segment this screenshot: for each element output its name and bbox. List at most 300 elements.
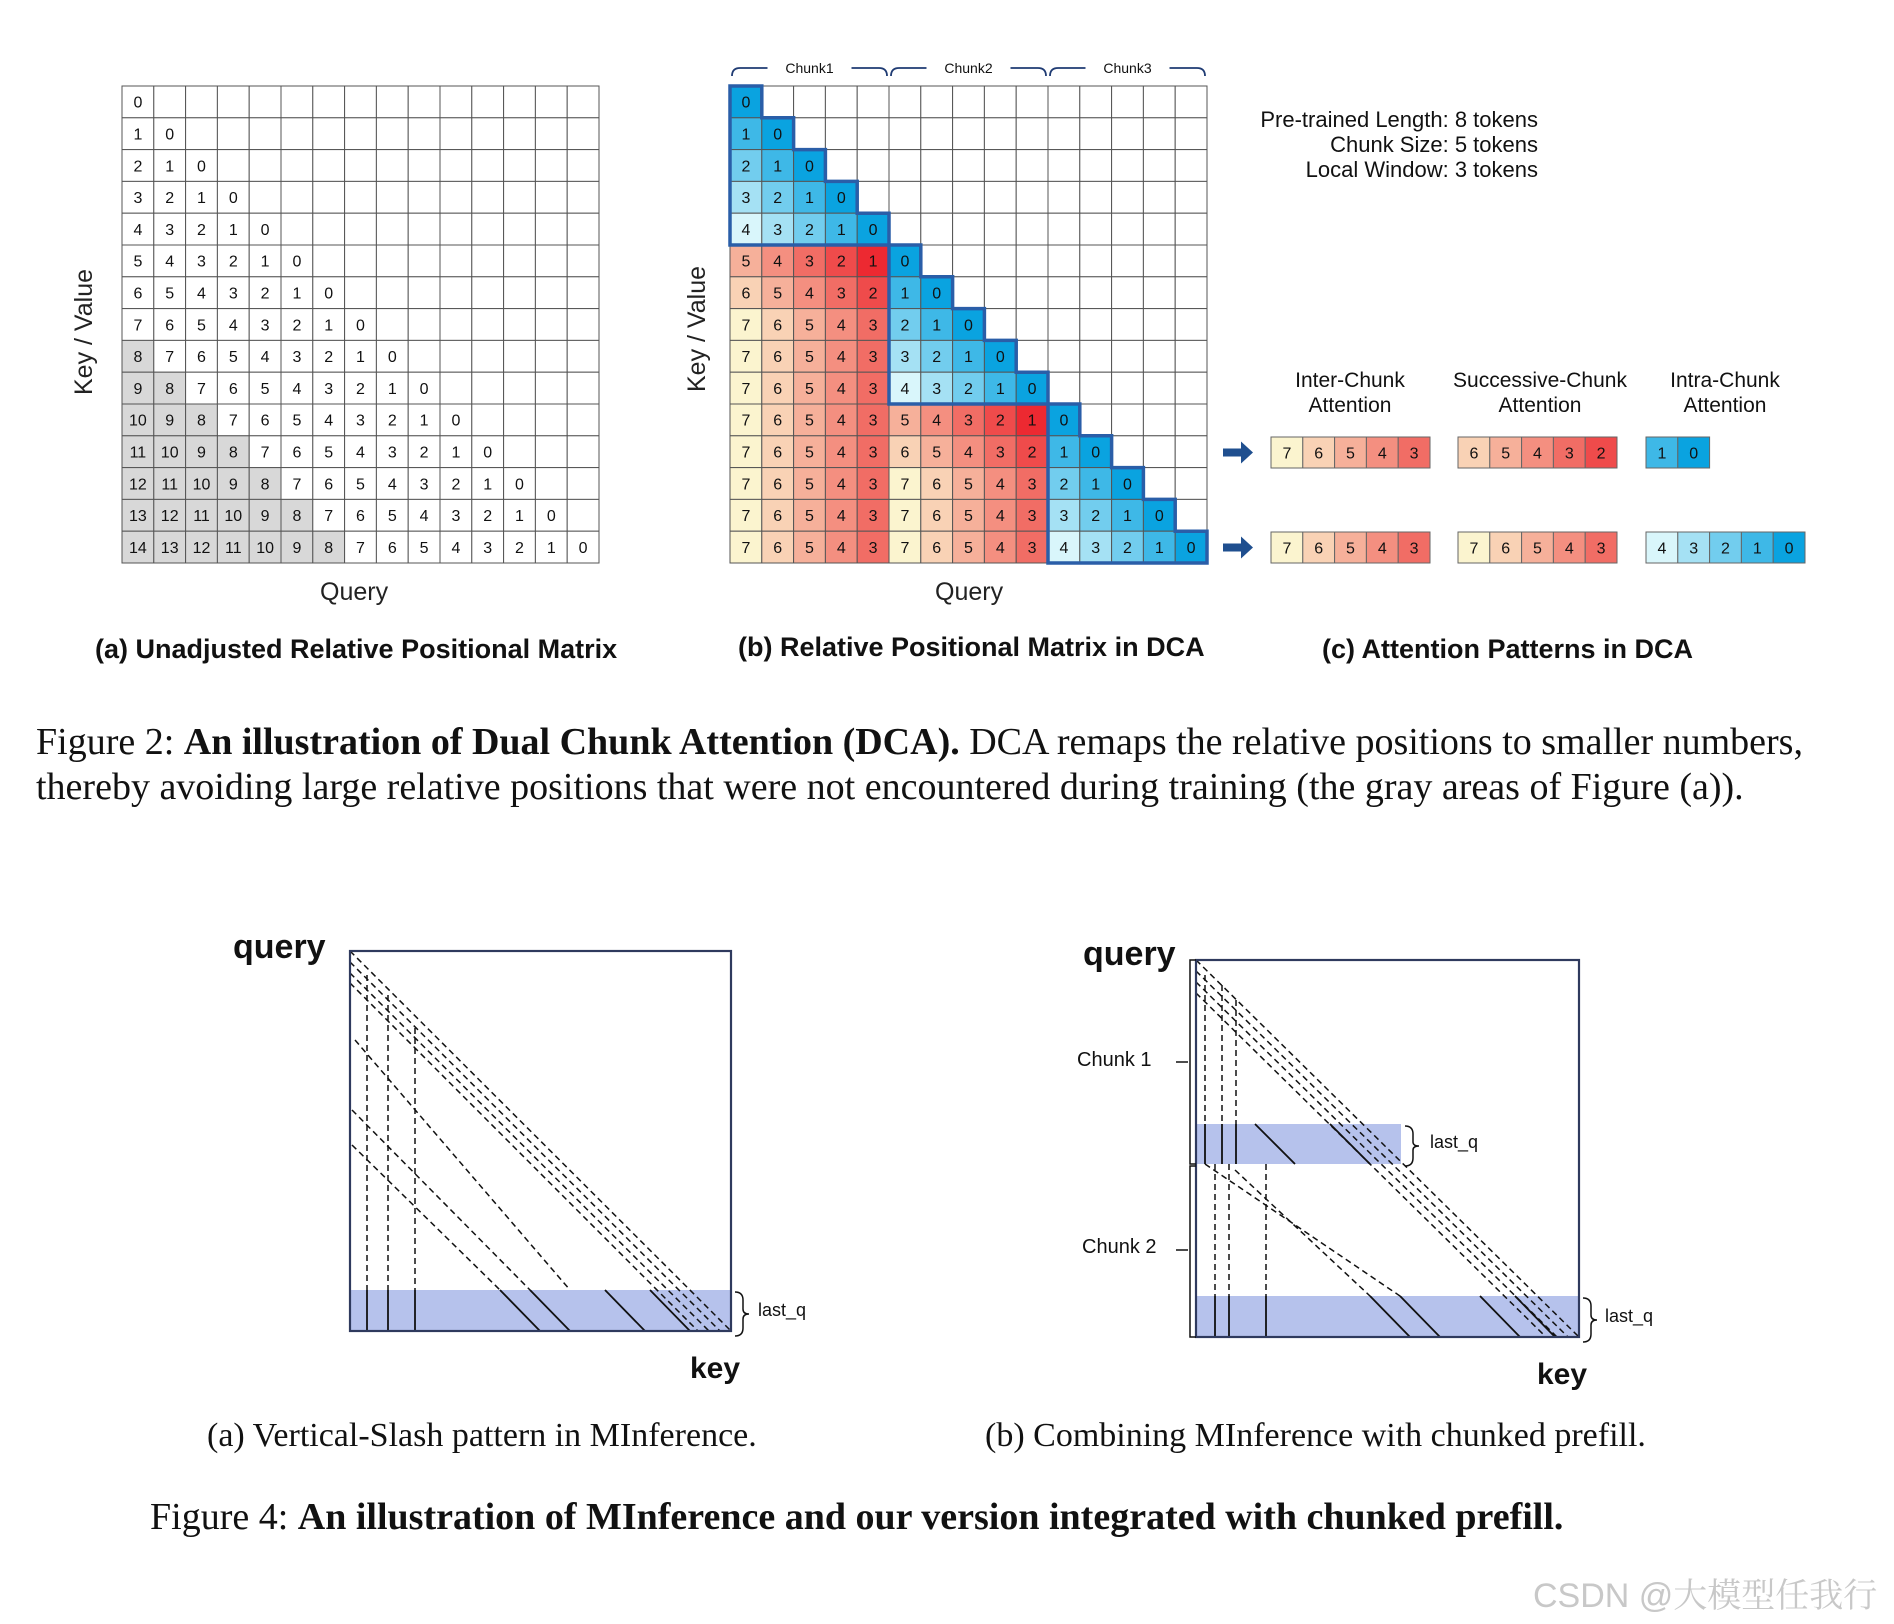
cell-value: 2 xyxy=(1721,540,1730,558)
chunk1-label: Chunk 1 xyxy=(1077,1049,1152,1071)
cell-value: 5 xyxy=(133,253,143,271)
chunk-label: Chunk1 xyxy=(785,60,834,76)
cell-value: 3 xyxy=(868,412,878,430)
cell-value: 4 xyxy=(133,221,143,239)
cell-value: 6 xyxy=(1314,540,1324,558)
cell-value: 0 xyxy=(900,253,910,271)
cell-value: 4 xyxy=(900,380,910,398)
matrix-cell xyxy=(408,309,440,341)
matrix-cell xyxy=(440,181,472,213)
cell-value: 0 xyxy=(741,94,751,112)
matrix-b-xlabel: Query xyxy=(935,578,1004,606)
cell-value: 0 xyxy=(578,539,588,557)
cell-value: 5 xyxy=(805,508,814,526)
cell-value: 3 xyxy=(1409,540,1419,558)
cell-value: 4 xyxy=(995,476,1005,494)
cell-value: 8 xyxy=(324,539,334,557)
cell-value: 12 xyxy=(192,539,211,557)
cell-value: 1 xyxy=(1123,508,1132,526)
cell-value: 7 xyxy=(133,317,143,335)
cell-value: 1 xyxy=(1154,539,1164,557)
cell-value: 0 xyxy=(932,285,942,303)
cell-value: 5 xyxy=(805,380,814,398)
cell-value: 7 xyxy=(260,444,270,462)
cell-value: 2 xyxy=(515,539,524,557)
matrix-cell xyxy=(281,213,313,245)
cell-value: 4 xyxy=(1564,540,1574,558)
watermark: CSDN @大模型任我行 xyxy=(1533,1577,1878,1615)
matrix-cell xyxy=(440,86,472,118)
matrix-cell xyxy=(345,245,377,277)
last-q-label-b2: last_q xyxy=(1605,1306,1654,1326)
cell-value: 6 xyxy=(1501,540,1511,558)
cell-value: 6 xyxy=(1314,445,1324,463)
cell-value: 11 xyxy=(129,444,147,462)
matrix-cell xyxy=(440,340,472,372)
dca-cell xyxy=(1175,118,1207,150)
local-window: Local Window: 3 tokens xyxy=(1305,157,1538,182)
dca-cell xyxy=(1112,213,1144,245)
matrix-cell xyxy=(472,372,504,404)
cell-value: 9 xyxy=(165,412,175,430)
cell-value: 0 xyxy=(868,221,878,239)
matrix-cell xyxy=(504,86,536,118)
dca-cell xyxy=(1143,213,1175,245)
matrix-cell xyxy=(408,118,440,150)
figure2-caption xyxy=(36,720,1876,810)
cell-value: 3 xyxy=(1409,445,1419,463)
dca-cell xyxy=(1080,277,1112,309)
dca-cell xyxy=(825,150,857,182)
cell-value: 0 xyxy=(483,444,493,462)
dca-cell xyxy=(1048,181,1080,213)
dca-cell xyxy=(953,86,985,118)
cell-value: 11 xyxy=(161,476,179,494)
dca-cell xyxy=(1143,118,1175,150)
matrix-cell xyxy=(154,86,186,118)
cell-value: 4 xyxy=(836,444,846,462)
cell-value: 2 xyxy=(1091,508,1101,526)
matrix-cell xyxy=(376,150,408,182)
cell-value: 2 xyxy=(836,253,846,271)
dca-cell xyxy=(1080,404,1112,436)
cell-value: 5 xyxy=(1346,445,1355,463)
dca-cell xyxy=(921,245,953,277)
cell-value: 9 xyxy=(133,380,143,398)
cell-value: 4 xyxy=(356,444,365,462)
cell-value: 8 xyxy=(228,444,238,462)
matrix-b-ylabel: Key / Value xyxy=(683,265,711,392)
cell-value: 1 xyxy=(868,253,878,271)
dca-cell xyxy=(984,118,1016,150)
cell-value: 6 xyxy=(1469,445,1479,463)
inter-chunk-title-line2: Attention xyxy=(1308,394,1392,417)
dca-cell xyxy=(1175,436,1207,468)
cell-value: 4 xyxy=(995,508,1005,526)
cell-value: 1 xyxy=(964,349,973,367)
matrix-cell xyxy=(567,86,599,118)
matrix-cell xyxy=(440,150,472,182)
cell-value: 4 xyxy=(260,349,270,367)
cell-value: 12 xyxy=(160,508,179,526)
cell-value: 0 xyxy=(1091,444,1101,462)
matrix-cell xyxy=(281,181,313,213)
matrix-cell xyxy=(535,118,567,150)
dca-cell xyxy=(984,86,1016,118)
dca-cell xyxy=(953,277,985,309)
dca-cell xyxy=(1112,245,1144,277)
cell-value: 4 xyxy=(836,380,846,398)
dca-cell xyxy=(984,309,1016,341)
figure4-caption xyxy=(150,1495,1563,1539)
cell-value: 3 xyxy=(1027,508,1037,526)
cell-value: 1 xyxy=(900,285,910,303)
cell-value: 0 xyxy=(260,221,270,239)
pretrained-length: Pre-trained Length: 8 tokens xyxy=(1260,107,1538,132)
cell-value: 10 xyxy=(256,539,274,557)
matrix-cell xyxy=(345,181,377,213)
cell-value: 1 xyxy=(1059,444,1069,462)
matrix-cell xyxy=(472,181,504,213)
matrix-cell xyxy=(567,372,599,404)
matrix-cell xyxy=(376,181,408,213)
query-label-b: query xyxy=(1083,935,1176,973)
matrix-cell xyxy=(440,372,472,404)
matrix-cell xyxy=(345,118,377,150)
dca-cell xyxy=(984,181,1016,213)
chunked-prefill-panel xyxy=(1176,960,1597,1342)
cell-value: 2 xyxy=(741,158,751,176)
matrix-cell xyxy=(408,245,440,277)
dca-cell xyxy=(1112,150,1144,182)
matrix-cell xyxy=(567,309,599,341)
cell-value: 1 xyxy=(165,158,175,176)
matrix-cell xyxy=(313,86,345,118)
matrix-cell xyxy=(345,213,377,245)
dca-matrix xyxy=(730,86,1207,563)
cell-value: 6 xyxy=(165,317,175,335)
cell-value: 4 xyxy=(1533,445,1542,463)
cell-value: 3 xyxy=(1059,508,1069,526)
cell-value: 5 xyxy=(1501,445,1511,463)
cell-value: 6 xyxy=(773,380,783,398)
dca-cell xyxy=(889,181,921,213)
cell-value: 5 xyxy=(165,285,175,303)
cell-value: 5 xyxy=(197,317,206,335)
cell-value: 0 xyxy=(805,158,814,176)
dca-cell xyxy=(1143,150,1175,182)
cell-value: 3 xyxy=(868,539,878,557)
cell-value: 8 xyxy=(165,380,175,398)
cell-value: 4 xyxy=(836,412,846,430)
dca-cell xyxy=(1016,245,1048,277)
cell-value: 4 xyxy=(836,508,846,526)
cell-value: 6 xyxy=(260,412,270,430)
dca-cell xyxy=(889,213,921,245)
dca-cell xyxy=(953,213,985,245)
cell-value: 2 xyxy=(387,412,397,430)
matrix-cell xyxy=(217,150,249,182)
cell-value: 4 xyxy=(228,317,238,335)
dca-cell xyxy=(1143,277,1175,309)
figure4-graphic xyxy=(0,900,1894,1460)
matrix-cell xyxy=(376,277,408,309)
cell-value: 3 xyxy=(387,444,397,462)
successive-chunk-title xyxy=(1430,368,1650,418)
dca-cell xyxy=(1175,150,1207,182)
cell-value: 3 xyxy=(995,444,1005,462)
cell-value: 7 xyxy=(1282,540,1292,558)
cell-value: 1 xyxy=(836,221,846,239)
cell-value: 2 xyxy=(324,349,334,367)
cell-value: 6 xyxy=(356,508,365,526)
matrix-cell xyxy=(440,309,472,341)
cell-value: 10 xyxy=(129,412,147,430)
cell-value: 1 xyxy=(1091,476,1101,494)
last-q-band xyxy=(350,1290,731,1331)
cell-value: 3 xyxy=(868,444,878,462)
figure4-subcaption-a: (a) Vertical-Slash pattern in MInference. xyxy=(207,1417,757,1454)
intra-chunk-title-line2: Attention xyxy=(1683,394,1767,417)
cell-value: 3 xyxy=(483,539,493,557)
cell-value: 0 xyxy=(324,285,334,303)
matrix-cell xyxy=(535,181,567,213)
cell-value: 8 xyxy=(197,412,206,430)
matrix-cell xyxy=(504,150,536,182)
dca-cell xyxy=(889,118,921,150)
cell-value: 1 xyxy=(133,126,143,144)
cell-value: 4 xyxy=(932,412,942,430)
cell-value: 3 xyxy=(868,508,878,526)
dca-cell xyxy=(857,118,889,150)
dca-cell xyxy=(1016,340,1048,372)
matrix-cell xyxy=(313,213,345,245)
cell-value: 7 xyxy=(741,349,751,367)
cell-value: 2 xyxy=(451,476,461,494)
dca-cell xyxy=(921,118,953,150)
matrix-cell xyxy=(567,436,599,468)
cell-value: 11 xyxy=(193,508,210,526)
cell-value: 2 xyxy=(900,317,910,335)
figure4-caption-title: An illustration of MInference and our version integrated with chunked prefill. xyxy=(297,1496,1564,1538)
cell-value: 3 xyxy=(165,221,175,239)
cell-value: 4 xyxy=(836,539,846,557)
dca-cell xyxy=(1016,277,1048,309)
cell-value: 3 xyxy=(292,349,302,367)
matrix-cell xyxy=(472,404,504,436)
cell-value: 1 xyxy=(197,190,206,208)
dca-cell xyxy=(1175,468,1207,500)
cell-value: 7 xyxy=(900,476,910,494)
dca-cell xyxy=(1112,436,1144,468)
matrix-cell xyxy=(249,86,281,118)
cell-value: 2 xyxy=(260,285,270,303)
matrix-cell xyxy=(567,404,599,436)
dca-cell xyxy=(1175,499,1207,531)
cell-value: 3 xyxy=(932,380,942,398)
cell-value: 5 xyxy=(387,508,397,526)
cell-value: 3 xyxy=(900,349,910,367)
matrix-cell xyxy=(408,86,440,118)
cell-value: 13 xyxy=(160,539,179,557)
arrow-icon xyxy=(1223,537,1253,559)
last-q-band-chunk1 xyxy=(1196,1124,1401,1164)
cell-value: 6 xyxy=(133,285,143,303)
cell-value: 2 xyxy=(773,190,783,208)
matrix-cell xyxy=(504,309,536,341)
cell-value: 0 xyxy=(165,126,175,144)
dca-cell xyxy=(1080,213,1112,245)
cell-value: 3 xyxy=(868,380,878,398)
dca-cell xyxy=(1080,309,1112,341)
matrix-cell xyxy=(535,340,567,372)
last-q-brace-chunk1 xyxy=(1405,1126,1419,1166)
figure2-caption-title: An illustration of Dual Chunk Attention (DCA). xyxy=(183,721,960,763)
matrix-cell xyxy=(567,468,599,500)
cell-value: 5 xyxy=(964,539,973,557)
cell-value: 6 xyxy=(741,285,751,303)
dca-cell xyxy=(1112,404,1144,436)
cell-value: 2 xyxy=(133,158,143,176)
cell-value: 3 xyxy=(1027,476,1037,494)
cell-value: 4 xyxy=(836,317,846,335)
successive-chunk-title-line1: Successive-Chunk xyxy=(1453,369,1627,392)
cell-value: 6 xyxy=(197,349,206,367)
dca-cell xyxy=(1112,181,1144,213)
matrix-cell xyxy=(535,277,567,309)
cell-value: 6 xyxy=(773,317,783,335)
cell-value: 2 xyxy=(165,190,175,208)
matrix-cell xyxy=(567,213,599,245)
cell-value: 3 xyxy=(260,317,270,335)
matrix-cell xyxy=(376,118,408,150)
cell-value: 5 xyxy=(356,476,365,494)
cell-value: 4 xyxy=(419,508,429,526)
cell-value: 3 xyxy=(419,476,429,494)
cell-value: 9 xyxy=(197,444,206,462)
cell-value: 7 xyxy=(741,317,751,335)
cell-value: 3 xyxy=(1596,540,1606,558)
cell-value: 1 xyxy=(356,349,365,367)
matrix-cell xyxy=(281,118,313,150)
cell-value: 4 xyxy=(1377,540,1387,558)
dca-cell xyxy=(1143,372,1175,404)
cell-value: 7 xyxy=(1282,445,1292,463)
attention-patterns xyxy=(1223,437,1805,563)
cell-value: 5 xyxy=(1346,540,1355,558)
cell-value: 2 xyxy=(932,349,942,367)
cell-value: 3 xyxy=(1564,445,1574,463)
dca-cell xyxy=(1016,86,1048,118)
matrix-cell xyxy=(535,86,567,118)
dca-cell xyxy=(1080,86,1112,118)
cell-value: 5 xyxy=(324,444,334,462)
cell-value: 4 xyxy=(773,253,783,271)
cell-value: 5 xyxy=(292,412,302,430)
matrix-cell xyxy=(472,277,504,309)
cell-value: 1 xyxy=(546,539,556,557)
cell-value: 4 xyxy=(741,221,751,239)
cell-value: 4 xyxy=(387,476,397,494)
dca-cell xyxy=(1080,340,1112,372)
cell-value: 0 xyxy=(133,94,143,112)
dca-cell xyxy=(1175,309,1207,341)
cell-value: 0 xyxy=(515,476,524,494)
chunk-size: Chunk Size: 5 tokens xyxy=(1330,132,1538,157)
matrix-cell xyxy=(504,277,536,309)
cell-value: 0 xyxy=(197,158,206,176)
key-label-a: key xyxy=(690,1352,741,1385)
cell-value: 3 xyxy=(868,349,878,367)
intra-chunk-title-line1: Intra-Chunk xyxy=(1670,369,1780,392)
cell-value: 1 xyxy=(292,285,302,303)
dca-cell xyxy=(1143,436,1175,468)
cell-value: 6 xyxy=(228,380,238,398)
matrix-cell xyxy=(567,277,599,309)
cell-value: 1 xyxy=(228,221,238,239)
dca-cell xyxy=(984,245,1016,277)
vertical-slash-panel xyxy=(350,951,749,1336)
cell-value: 3 xyxy=(836,285,846,303)
dca-cell xyxy=(1048,245,1080,277)
cell-value: 5 xyxy=(900,412,910,430)
matrix-cell xyxy=(504,245,536,277)
dca-cell xyxy=(953,150,985,182)
cell-value: 5 xyxy=(419,539,429,557)
matrix-cell xyxy=(313,118,345,150)
dca-cell xyxy=(921,213,953,245)
cell-value: 4 xyxy=(1059,539,1069,557)
matrix-cell xyxy=(504,118,536,150)
matrix-cell xyxy=(504,213,536,245)
matrix-cell xyxy=(472,213,504,245)
cell-value: 1 xyxy=(805,190,814,208)
cell-value: 0 xyxy=(1123,476,1132,494)
cell-value: 6 xyxy=(387,539,397,557)
dca-cell xyxy=(1175,245,1207,277)
dca-cell xyxy=(1175,277,1207,309)
matrix-cell xyxy=(535,404,567,436)
matrix-cell xyxy=(504,436,536,468)
dca-cell xyxy=(953,181,985,213)
cell-value: 5 xyxy=(228,349,238,367)
dca-settings xyxy=(1218,107,1538,182)
cell-value: 3 xyxy=(197,253,206,271)
cell-value: 0 xyxy=(451,412,461,430)
figure2-caption-text: DCA remaps the relative positions to smaller numbers, thereby avoiding large relative positions that were not encountered during training (the gray areas of Figure (a)). xyxy=(36,721,1803,808)
cell-value: 1 xyxy=(387,380,397,398)
dca-cell xyxy=(1143,340,1175,372)
cell-value: 0 xyxy=(228,190,238,208)
cell-value: 8 xyxy=(133,349,143,367)
cell-value: 7 xyxy=(900,508,910,526)
matrix-cell xyxy=(186,86,218,118)
cell-value: 2 xyxy=(419,444,429,462)
matrix-cell xyxy=(376,213,408,245)
dca-cell xyxy=(1112,309,1144,341)
dca-cell xyxy=(1016,118,1048,150)
matrix-cell xyxy=(504,372,536,404)
dca-cell xyxy=(1112,118,1144,150)
cell-value: 2 xyxy=(995,412,1005,430)
cell-value: 3 xyxy=(228,285,238,303)
dca-cell xyxy=(794,118,826,150)
dca-cell xyxy=(1016,181,1048,213)
cell-value: 3 xyxy=(1091,539,1101,557)
dca-cell xyxy=(857,86,889,118)
matrix-cell xyxy=(408,181,440,213)
dashed-slashes xyxy=(350,951,731,1331)
